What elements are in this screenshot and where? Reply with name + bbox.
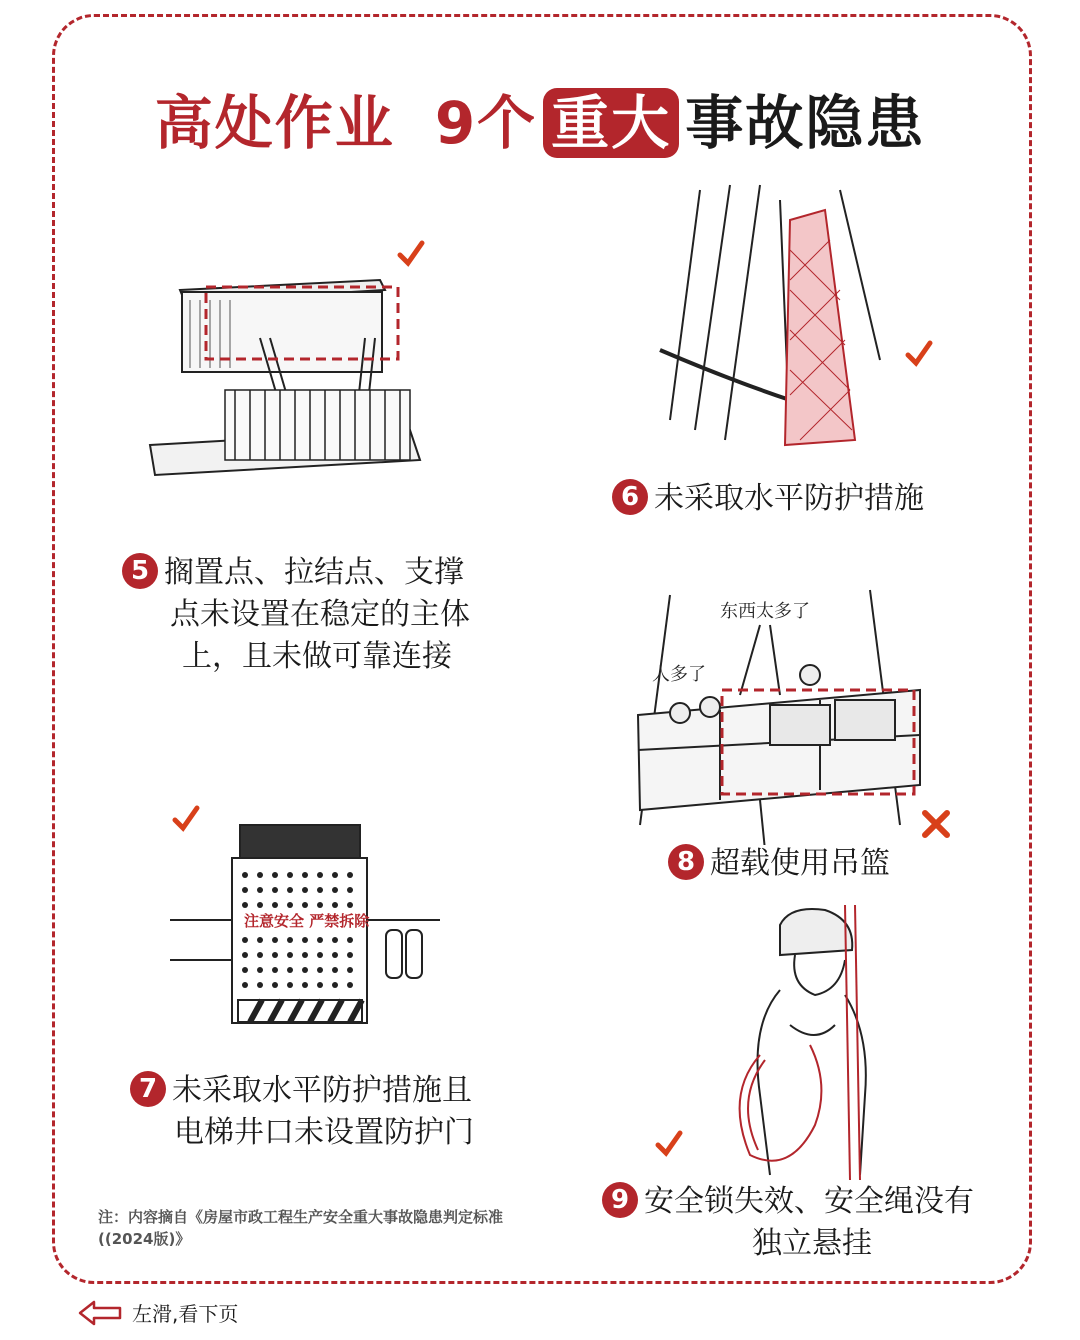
caption-item5-line2: 点未设置在稳定的主体: [170, 597, 470, 632]
elevator-warning-sign: 注意安全 严禁拆除: [244, 912, 370, 930]
illustration-item5: [110, 230, 450, 490]
illustration-item8: [620, 585, 960, 845]
caption-item8: [668, 843, 890, 885]
caption-item5: [122, 552, 470, 678]
title-part1: 高处作业: [154, 89, 395, 157]
number-badge-5: 5: [122, 553, 158, 589]
caption-item5-line3: 上，且未做可靠连接: [182, 639, 452, 674]
illustration-item9: [640, 895, 900, 1180]
caption-item9-line1: 安全锁失效、安全绳没有: [644, 1184, 974, 1219]
swipe-hint-label: 左滑,看下页: [132, 1302, 239, 1326]
illustration-item6: [640, 180, 940, 460]
caption-item6-line1: 未采取水平防护措施: [654, 481, 924, 516]
caption-item7: [130, 1070, 474, 1154]
caption-item7-line2: 电梯井口未设置防护门: [174, 1115, 474, 1150]
caption-item8-line1: 超载使用吊篮: [710, 846, 890, 881]
speech-too-much-stuff: 东西太多了: [720, 601, 810, 622]
caption-item5-line1: 搁置点、拉结点、支撑: [164, 555, 464, 590]
source-note: 注：内容摘自《房屋市政工程生产安全重大事故隐患判定标准((2024版)》: [98, 1208, 504, 1248]
title-part2: 9个: [434, 89, 538, 157]
caption-item9: [602, 1181, 974, 1265]
speech-too-many-people: 人多了: [652, 664, 706, 685]
caption-item9-line2: 独立悬挂: [752, 1226, 872, 1261]
left-arrow-icon: [78, 1299, 122, 1327]
number-badge-9: 9: [602, 1182, 638, 1218]
caption-item7-line1: 未采取水平防护措施且: [172, 1073, 472, 1108]
swipe-hint[interactable]: [78, 1298, 238, 1327]
title-highlight: 重大: [543, 88, 679, 158]
number-badge-8: 8: [668, 844, 704, 880]
caption-item6: [612, 478, 924, 520]
number-badge-7: 7: [130, 1071, 166, 1107]
illustration-item7: [160, 790, 450, 1030]
title-part3: 事故隐患: [685, 89, 926, 157]
number-badge-6: 6: [612, 479, 648, 515]
page-title: [0, 76, 1080, 160]
